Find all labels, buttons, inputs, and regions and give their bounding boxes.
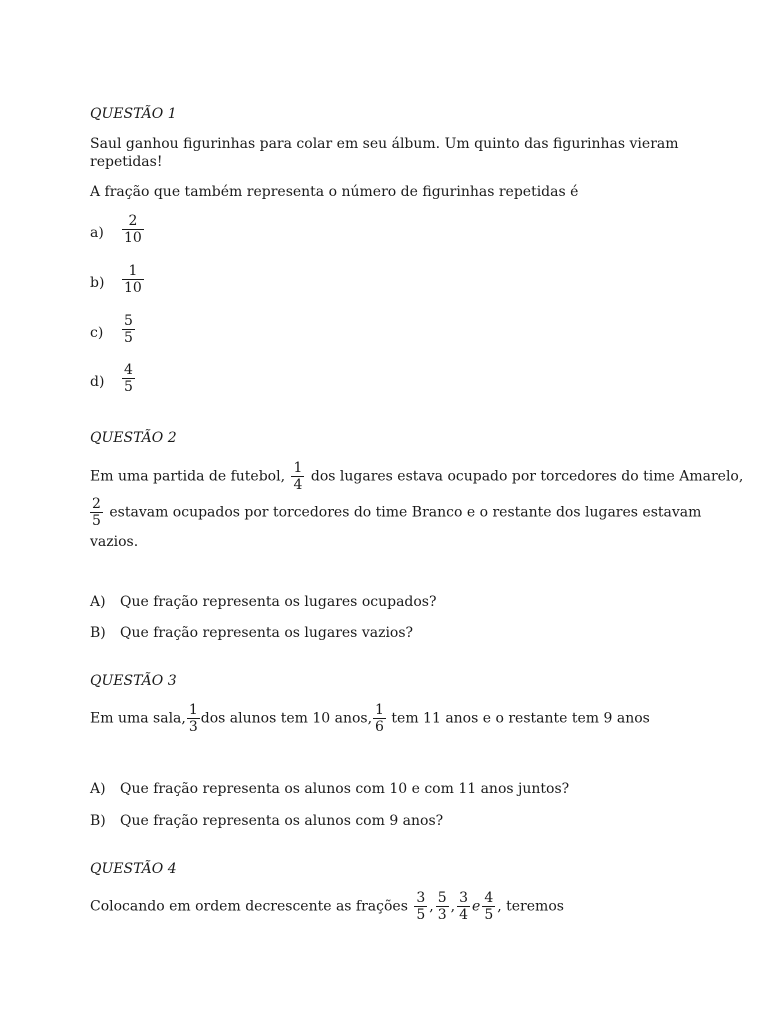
q3-text-1: Em uma sala, xyxy=(90,710,186,727)
numerator: 3 xyxy=(459,890,469,906)
q3-text-2: dos alunos tem 10 anos, xyxy=(200,710,373,727)
q3-line1 xyxy=(90,702,650,735)
denominator: 5 xyxy=(124,330,133,346)
q4-text-1: Colocando em ordem decrescente as frações xyxy=(90,898,408,915)
separator: e xyxy=(472,898,481,915)
sub-text: Que fração representa os alunos com 10 e com 11 anos juntos? xyxy=(120,781,570,797)
q4-fraction-2 xyxy=(436,890,449,923)
q4-heading: QUESTÃO 4 xyxy=(90,861,177,877)
numerator: 2 xyxy=(128,213,138,229)
denominator: 5 xyxy=(484,907,494,923)
option-label: a) xyxy=(90,225,104,241)
q3-sub-a xyxy=(90,781,569,797)
denominator: 5 xyxy=(416,907,426,923)
numerator: 1 xyxy=(375,702,384,718)
q3-heading: QUESTÃO 3 xyxy=(90,673,177,689)
sub-text: Que fração representa os lugares vazios? xyxy=(120,625,414,641)
q4-fraction-4 xyxy=(482,890,495,923)
q2-line2 xyxy=(90,496,701,529)
denominator: 10 xyxy=(124,230,142,246)
denominator: 4 xyxy=(459,907,469,923)
q2-line1 xyxy=(90,460,743,493)
q1-prompt: A fração que também representa o número de figurinhas repetidas é xyxy=(90,184,579,200)
numerator: 1 xyxy=(293,460,303,476)
q4-line1 xyxy=(90,890,564,923)
numerator: 1 xyxy=(188,702,198,718)
q3-sub-b xyxy=(90,813,443,829)
q1-heading: QUESTÃO 1 xyxy=(90,106,177,122)
q2-fraction-1 xyxy=(291,460,304,493)
q2-heading: QUESTÃO 2 xyxy=(90,430,177,446)
denominator: 5 xyxy=(92,513,101,529)
sub-letter: A) xyxy=(90,594,106,610)
q2-text-1: Em uma partida de futebol, xyxy=(90,468,286,485)
numerator: 5 xyxy=(437,890,447,906)
q4-fraction-1 xyxy=(414,890,427,923)
denominator: 5 xyxy=(124,379,133,395)
option-label: b) xyxy=(90,275,105,291)
denominator: 6 xyxy=(375,719,384,735)
q4-text-2: , teremos xyxy=(497,898,564,915)
sub-letter: A) xyxy=(90,781,106,797)
numerator: 2 xyxy=(92,496,101,512)
q2-fraction-2 xyxy=(90,496,103,529)
separator: , xyxy=(450,898,456,915)
q2-sub-b xyxy=(90,625,413,641)
q2-text-3: estavam ocupados por torcedores do time Branco e o restante dos lugares estavam xyxy=(109,504,702,521)
numerator: 4 xyxy=(124,362,133,378)
denominator: 10 xyxy=(124,280,142,296)
q2-text-2: dos lugares estava ocupado por torcedores do time Amarelo, xyxy=(310,468,744,485)
sub-text: Que fração representa os lugares ocupados? xyxy=(120,594,437,610)
option-fraction xyxy=(122,213,144,246)
q3-fraction-2 xyxy=(373,702,386,735)
numerator: 3 xyxy=(416,890,426,906)
option-fraction xyxy=(122,263,144,296)
option-label: d) xyxy=(90,374,105,390)
denominator: 3 xyxy=(437,907,447,923)
q2-text-4: vazios. xyxy=(90,534,139,550)
q4-fraction-3 xyxy=(457,890,470,923)
option-fraction xyxy=(122,362,135,395)
option-label: c) xyxy=(90,325,104,341)
q1-text-line1: Saul ganhou figurinhas para colar em seu álbum. Um quinto das figurinhas vieram xyxy=(90,136,679,152)
q3-text-3: tem 11 anos e o restante tem 9 anos xyxy=(391,710,650,727)
denominator: 3 xyxy=(188,719,198,735)
q2-sub-a xyxy=(90,594,437,610)
numerator: 1 xyxy=(128,263,138,279)
denominator: 4 xyxy=(293,477,303,493)
q1-text-line2: repetidas! xyxy=(90,154,163,170)
numerator: 5 xyxy=(124,313,133,329)
sub-letter: B) xyxy=(90,625,106,641)
separator: , xyxy=(429,898,434,915)
numerator: 4 xyxy=(484,890,494,906)
option-fraction xyxy=(122,313,135,346)
q3-fraction-1 xyxy=(187,702,200,735)
sub-text: Que fração representa os alunos com 9 anos? xyxy=(120,813,444,829)
sub-letter: B) xyxy=(90,813,106,829)
